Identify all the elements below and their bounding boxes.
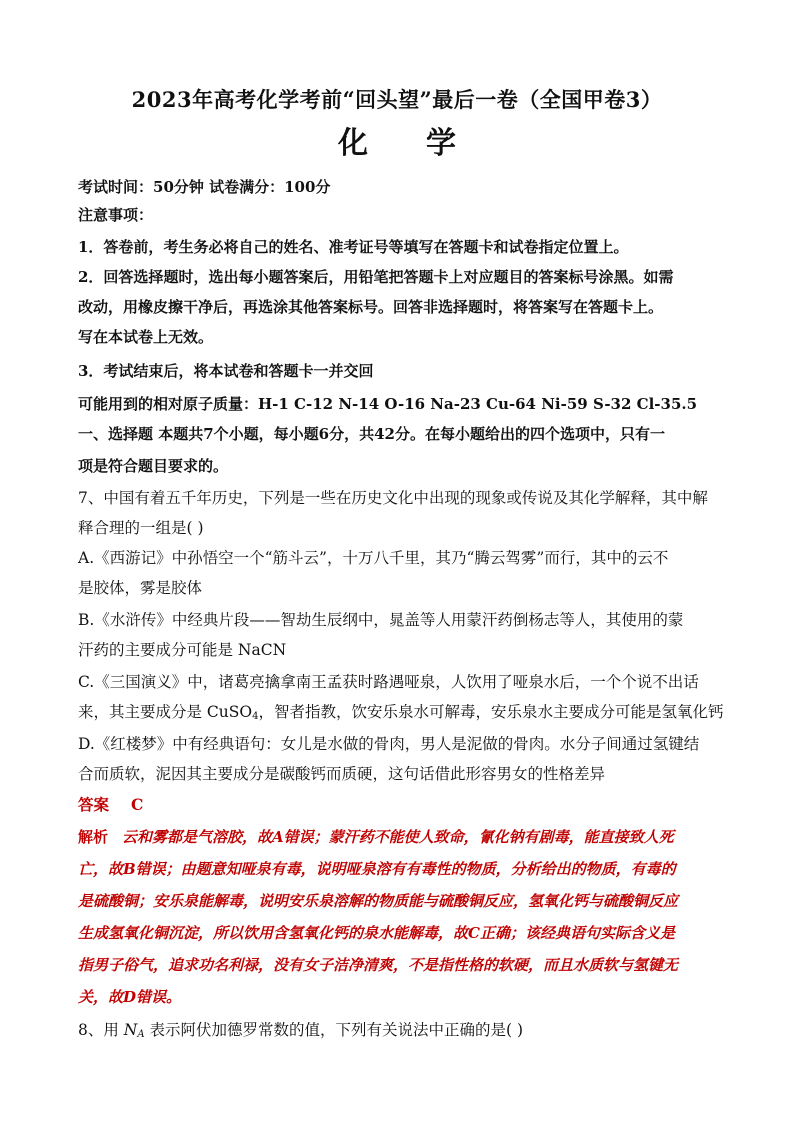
q8-text-pre: 8、用	[78, 1021, 124, 1039]
analysis-text-1: 云和雾都是气溶胶，故A错误；蒙汗药不能使人致命，氰化钠有剧毒，能直接致人死	[122, 828, 674, 846]
section-1-line-1: 一、选择题 本题共7个小题，每小题6分，共42分。在每小题给出的四个选项中，只有一	[78, 425, 665, 443]
q7-c-text-pre: 来，其主要成分是 CuSO	[78, 703, 253, 721]
q7-option-a-line-2: 是胶体，雾是胶体	[78, 579, 203, 597]
q7-option-b-line-1: B.《水浒传》中经典片段——智劫生辰纲中，晁盖等人用蒙汗药倒杨志等人，其使用的蒙	[78, 611, 684, 629]
answer-label: 答案	[78, 795, 110, 814]
q7-option-d-line-2: 合而质软，泥因其主要成分是碳酸钙而质硬，这句话借此形容男女的性格差异	[78, 765, 606, 783]
q7-option-d-line-1: D.《红楼梦》中有经典语句：女儿是水做的骨肉，男人是泥做的骨肉。水分子间通过氢键结	[78, 735, 700, 753]
atomic-masses: 可能用到的相对原子质量：H-1 C-12 N-14 O-16 Na-23 Cu-64 Ni-59 S-32 Cl-35.5	[78, 395, 698, 413]
answer-value: C	[131, 795, 144, 814]
q7-analysis-line-3: 是硫酸铜；安乐泉能解毒，说明安乐泉溶解的物质能与硫酸铜反应，氢氧化钙与硫酸铜反应	[78, 892, 679, 910]
q8-stem	[78, 1018, 523, 1040]
q8-text-post: 表示阿伏加德罗常数的值，下列有关说法中正确的是( )	[144, 1021, 524, 1039]
q7-c-text-post: ，智者指教，饮安乐泉水可解毒，安乐泉水主要成分可能是氢氧化钙	[258, 703, 724, 721]
q7-option-c-line-1: C.《三国演义》中，诸葛亮擒拿南王孟获时路遇哑泉，人饮用了哑泉水后，一个个说不出话	[78, 673, 699, 691]
analysis-label: 解析	[78, 828, 109, 846]
q7-stem-line-2: 释合理的一组是( )	[78, 519, 204, 537]
q7-option-c-line-2	[78, 700, 724, 722]
q7-analysis-line-1	[78, 826, 674, 847]
q7-option-b-line-2: 汗药的主要成分可能是 NaCN	[78, 641, 287, 659]
q7-analysis-line-2: 亡，故B错误；由题意知哑泉有毒，说明哑泉溶有有毒性的物质，分析给出的物质，有毒的	[78, 860, 676, 878]
section-1-line-2: 项是符合题目要求的。	[78, 457, 229, 475]
subject-title: 化学	[338, 126, 514, 161]
q7-analysis-line-6: 关，故D错误。	[78, 988, 182, 1006]
avogadro-symbol: N	[123, 1021, 138, 1039]
avogadro-subscript: A	[137, 1029, 145, 1040]
notice-item-3: 3．考试结束后，将本试卷和答题卡一并交回	[78, 362, 374, 380]
notice-item-1: 1．答卷前，考生务必将自己的姓名、准考证号等填写在答题卡和试卷指定位置上。	[78, 238, 629, 256]
q7-analysis-line-5: 指男子俗气，追求功名利禄，没有女子洁净清爽，不是指性格的软硬，而且水质软与氢键无	[78, 956, 679, 974]
notice-item-2-line-1: 2．回答选择题时，选出每小题答案后，用铅笔把答题卡上对应题目的答案标号涂黑。如需	[78, 268, 674, 286]
q7-stem-line-1: 7、中国有着五千年历史，下列是一些在历史文化中出现的现象或传说及其化学解释，其中解	[78, 489, 708, 507]
exam-info: 考试时间：50分钟 试卷满分：100分	[78, 178, 331, 196]
notice-item-2-line-3: 写在本试卷上无效。	[78, 328, 214, 346]
notice-item-2-line-2: 改动，用橡皮擦干净后，再选涂其他答案标号。回答非选择题时，将答案写在答题卡上。	[78, 298, 664, 316]
notice-heading: 注意事项：	[78, 206, 154, 224]
q7-answer	[78, 793, 143, 815]
q7-option-a-line-1: A.《西游记》中孙悟空一个“筋斗云”，十万八千里，其乃“腾云驾雾”而行，其中的云不	[78, 549, 669, 567]
q7-c-subscript: 4	[252, 711, 259, 722]
q7-analysis-line-4: 生成氢氧化铜沉淀，所以饮用含氢氧化钙的泉水能解毒，故C正确；该经典语句实际含义是	[78, 924, 675, 942]
exam-title: 2023年高考化学考前“回头望”最后一卷（全国甲卷3）	[131, 87, 663, 112]
